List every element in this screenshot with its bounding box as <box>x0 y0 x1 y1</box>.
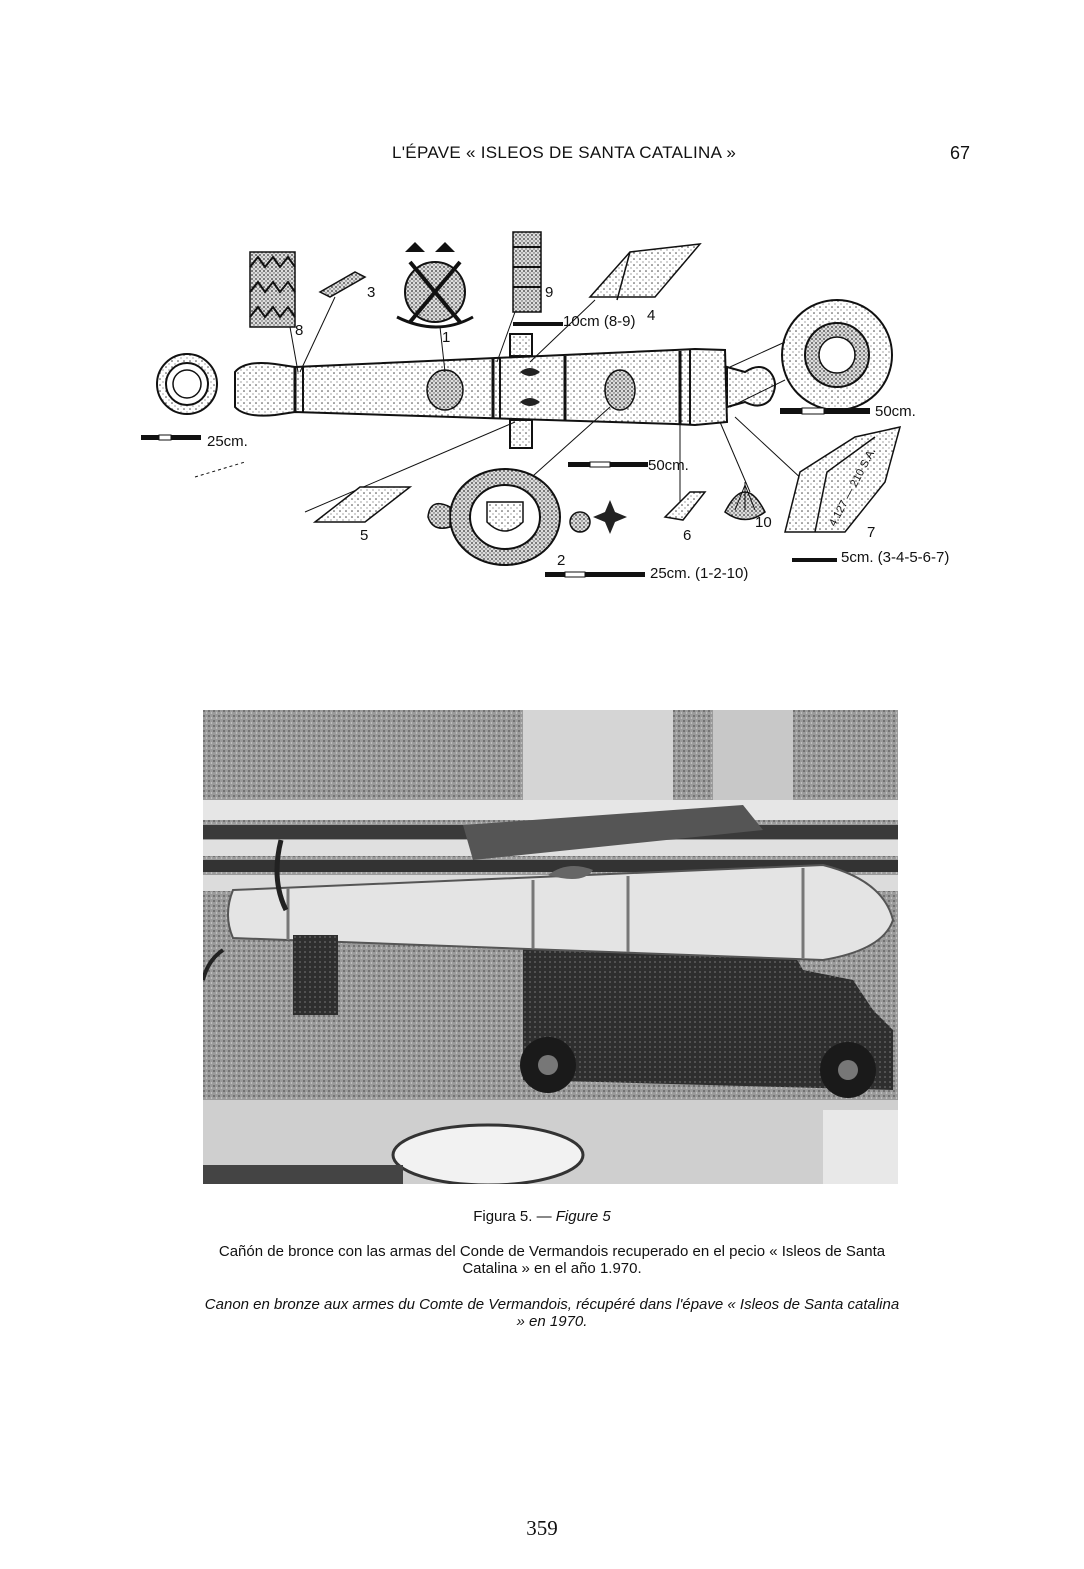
running-title: L'ÉPAVE « ISLEOS DE SANTA CATALINA » <box>392 143 737 162</box>
detail-7-molding <box>785 427 900 541</box>
caption-french: Canon en bronze aux armes du Comte de Vermandois, récupéré dans l'épave « Isleos de Santa catalina » en 1970. <box>204 1296 900 1330</box>
svg-text:10cm (8-9): 10cm (8-9) <box>563 313 636 330</box>
figure-title-es: Figura 5. <box>473 1208 533 1225</box>
svg-text:10: 10 <box>755 514 772 531</box>
svg-text:9: 9 <box>545 284 554 301</box>
svg-text:3: 3 <box>367 284 376 301</box>
detail-3-molding <box>300 272 375 372</box>
svg-text:2: 2 <box>557 552 566 569</box>
caption-spanish: Cañón de bronce con las armas del Conde de Vermandois recuperado en el pecio « Isleos de Santa Catalina » en el año 1.970. <box>218 1243 886 1277</box>
scale-bar-10cm <box>513 313 636 330</box>
svg-text:25cm.: 25cm. <box>207 433 248 450</box>
cannon-photograph <box>203 710 898 1184</box>
scale-bar-25cm-set <box>545 565 748 582</box>
folio-number: 359 <box>526 1516 558 1540</box>
detail-8-frieze <box>250 252 303 372</box>
figure-title-fr: Figure 5 <box>555 1208 611 1225</box>
svg-text:50cm.: 50cm. <box>648 457 689 474</box>
detail-4-molding <box>530 244 700 362</box>
muzzle-view <box>157 354 217 414</box>
scale-bar-25cm <box>141 433 248 450</box>
detail-2-coat-of-arms <box>428 469 627 569</box>
svg-text:50cm.: 50cm. <box>875 403 916 420</box>
svg-text:25cm. (1-2-10): 25cm. (1-2-10) <box>650 565 749 582</box>
svg-text:4.127 — 210 S.A.: 4.127 — 210 S.A. <box>827 446 879 529</box>
detail-6-molding <box>665 492 705 544</box>
svg-text:6: 6 <box>683 527 692 544</box>
svg-text:1: 1 <box>442 329 451 346</box>
detail-5-molding <box>315 487 410 544</box>
svg-text:8: 8 <box>295 322 304 339</box>
svg-text:7: 7 <box>867 524 876 541</box>
svg-text:4: 4 <box>647 307 656 324</box>
figure-title-dash: — <box>532 1208 556 1225</box>
svg-text:5cm. (3-4-5-6-7): 5cm. (3-4-5-6-7) <box>841 549 950 566</box>
scale-bar-50cm-center <box>568 457 689 474</box>
cannon-barrel <box>235 334 775 448</box>
figure-title <box>0 1208 1084 1225</box>
scale-bar-5cm-set <box>792 549 949 566</box>
detail-1-anchors <box>397 242 473 372</box>
svg-text:5: 5 <box>360 527 369 544</box>
page-number: 67 <box>950 143 971 163</box>
cannon-drawing <box>135 222 985 597</box>
